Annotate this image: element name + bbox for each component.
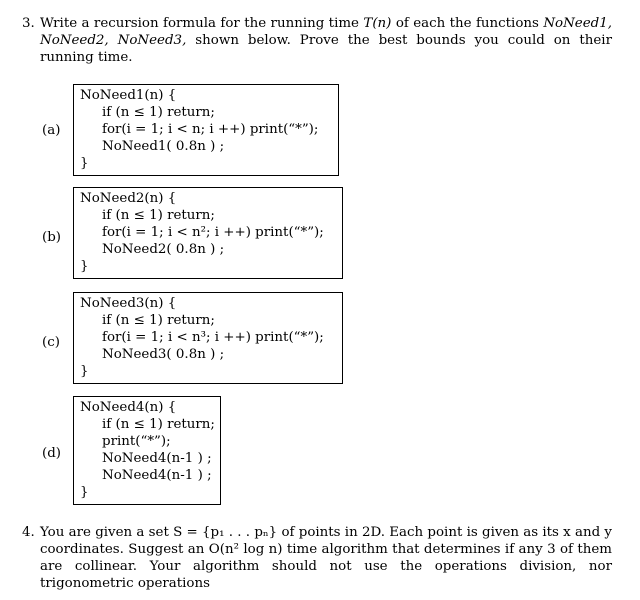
code-line: if (n ≤ 1) return;	[102, 208, 215, 223]
problem-3-number: 3.	[22, 16, 35, 31]
code-line: NoNeed3(n) {	[80, 296, 177, 311]
problem-3	[22, 15, 612, 66]
problem-3-statement	[40, 15, 612, 66]
code-line: }	[80, 485, 89, 500]
code-line: if (n ≤ 1) return;	[102, 313, 215, 328]
code-line: NoNeed1(n) {	[80, 88, 177, 103]
problem-3-function-names: NoNeed1, NoNeed2, NoNeed3,	[40, 16, 613, 48]
part-b-label: (b)	[42, 230, 62, 245]
code-line: if (n ≤ 1) return;	[102, 417, 215, 432]
code-box-c	[73, 292, 343, 384]
code-line: NoNeed4(n) {	[80, 400, 177, 415]
problem-3-Tn: T(n)	[363, 16, 392, 31]
part-d-label: (d)	[42, 446, 62, 461]
code-line: for(i = 1; i < n; i ++) print(“*”);	[102, 122, 319, 137]
code-line: NoNeed2( 0.8n ) ;	[102, 242, 225, 257]
code-line: for(i = 1; i < n²; i ++) print(“*”);	[102, 225, 324, 240]
code-line: print(“*”);	[102, 434, 171, 449]
code-line: NoNeed4(n-1 ) ;	[102, 451, 212, 466]
part-a-label: (a)	[42, 123, 61, 138]
part-c-label: (c)	[42, 335, 60, 350]
code-box-d	[73, 396, 221, 505]
code-line: NoNeed1( 0.8n ) ;	[102, 139, 225, 154]
problem-3-text-c: shown below. Prove the best bounds you could on their running time.	[40, 33, 612, 65]
code-line: }	[80, 156, 89, 171]
code-line: }	[80, 259, 89, 274]
code-line: if (n ≤ 1) return;	[102, 105, 215, 120]
code-line: }	[80, 364, 89, 379]
problem-4	[22, 524, 612, 592]
code-line: NoNeed3( 0.8n ) ;	[102, 347, 225, 362]
problem-3-text-a: Write a recursion formula for the running time	[40, 16, 359, 31]
problem-4-number: 4.	[22, 525, 35, 540]
code-line: for(i = 1; i < n³; i ++) print(“*”);	[102, 330, 324, 345]
problem-3-text-b: of each the functions	[395, 16, 539, 31]
code-box-b	[73, 187, 343, 279]
code-line: NoNeed2(n) {	[80, 191, 177, 206]
code-box-a	[73, 84, 339, 176]
code-line: NoNeed4(n-1 ) ;	[102, 468, 212, 483]
problem-4-statement: You are given a set S = {p₁ . . . pₙ} of points in 2D. Each point is given as its x and y coordinates. Suggest an O(n² log n) time algorithm that determines if any 3 of them are collinear. Your algorithm should not use the operations division, nor trigonometric operations	[40, 525, 612, 591]
